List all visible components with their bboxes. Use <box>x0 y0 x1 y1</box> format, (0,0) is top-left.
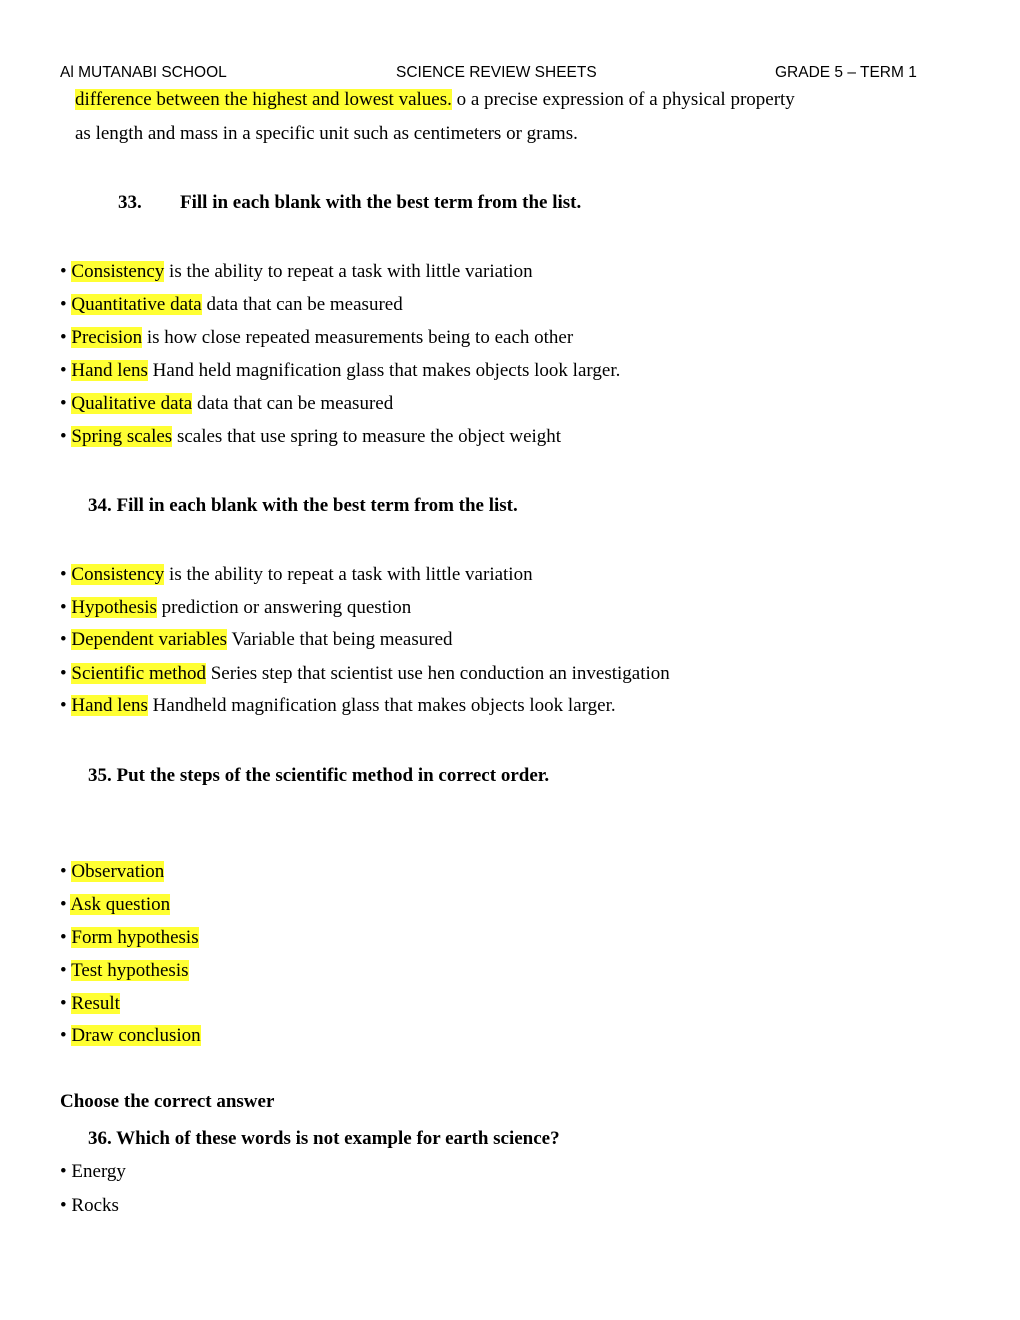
sheet-title: SCIENCE REVIEW SHEETS <box>396 64 597 81</box>
answer-term: Hand lens <box>71 360 148 381</box>
bullet: • <box>60 927 67 948</box>
intro-rest: o a precise expression of a physical property <box>451 89 795 110</box>
list-item <box>60 392 393 416</box>
list-item <box>60 662 670 686</box>
list-item <box>60 260 533 284</box>
term-definition: data that can be measured <box>192 393 394 414</box>
option-text: Energy <box>71 1161 126 1182</box>
bullet: • <box>60 663 67 684</box>
question-34: 34. Fill in each blank with the best term from the list. <box>88 495 518 516</box>
term-definition: data that can be measured <box>201 294 403 315</box>
question-36: 36. Which of these words is not example for earth science? <box>88 1128 560 1149</box>
method-step: Result <box>71 993 120 1014</box>
list-item <box>60 326 573 350</box>
list-item <box>60 694 616 718</box>
answer-term: Spring scales <box>71 426 173 447</box>
answer-term: Qualitative data <box>71 393 193 414</box>
list-item <box>60 628 453 652</box>
list-item <box>60 293 403 317</box>
answer-option <box>60 1194 119 1218</box>
term-definition: Variable that being measured <box>227 629 453 650</box>
list-item <box>60 425 561 449</box>
term-definition: Hand held magnification glass that makes objects look larger. <box>147 360 621 381</box>
bullet: • <box>60 1195 67 1216</box>
school-name: Al MUTANABI SCHOOL <box>60 64 227 81</box>
term-definition: is how close repeated measurements being to each other <box>142 327 574 348</box>
bullet: • <box>60 960 67 981</box>
bullet: • <box>60 993 67 1014</box>
question-33-text: Fill in each blank with the best term from the list. <box>180 192 582 213</box>
bullet: • <box>60 1025 67 1046</box>
method-step: Test hypothesis <box>71 960 189 981</box>
list-item <box>60 860 164 884</box>
answer-term: Dependent variables <box>71 629 228 650</box>
answer-term: Quantitative data <box>71 294 202 315</box>
list-item <box>60 596 411 620</box>
question-35: 35. Put the steps of the scientific method in correct order. <box>88 765 550 786</box>
list-item <box>60 893 170 917</box>
term-definition: is the ability to repeat a task with little variation <box>164 564 533 585</box>
method-step: Form hypothesis <box>71 927 199 948</box>
bullet: • <box>60 597 67 618</box>
answer-term: Scientific method <box>71 663 206 684</box>
answer-term: Precision <box>71 327 143 348</box>
bullet: • <box>60 426 67 447</box>
bullet: • <box>60 294 67 315</box>
bullet: • <box>60 327 67 348</box>
term-definition: prediction or answering question <box>156 597 412 618</box>
term-definition: is the ability to repeat a task with little variation <box>164 261 533 282</box>
term-definition: Series step that scientist use hen conduction an investigation <box>205 663 670 684</box>
term-definition: Handheld magnification glass that makes objects look larger. <box>147 695 616 716</box>
term-definition: scales that use spring to measure the object weight <box>172 426 562 447</box>
bullet: • <box>60 393 67 414</box>
option-text: Rocks <box>71 1195 119 1216</box>
answer-option <box>60 1160 126 1184</box>
bullet: • <box>60 861 67 882</box>
intro-line-1 <box>75 88 795 112</box>
list-item <box>60 359 620 383</box>
list-item <box>60 992 120 1016</box>
list-item <box>60 1024 201 1048</box>
method-step: Draw conclusion <box>71 1025 201 1046</box>
list-item <box>60 926 199 950</box>
method-step: Observation <box>71 861 165 882</box>
bullet: • <box>60 261 67 282</box>
bullet: • <box>60 360 67 381</box>
list-item <box>60 959 189 983</box>
answer-term: Hypothesis <box>71 597 157 618</box>
intro-line-2: as length and mass in a specific unit such as centimeters or grams. <box>75 123 578 144</box>
grade-term: GRADE 5 – TERM 1 <box>775 64 917 81</box>
question-33-number: 33. <box>118 192 142 213</box>
bullet: • <box>60 894 67 915</box>
intro-highlight: difference between the highest and lowest values. <box>75 89 452 110</box>
question-33 <box>118 191 581 215</box>
section-heading: Choose the correct answer <box>60 1091 275 1112</box>
list-item <box>60 563 533 587</box>
answer-term: Hand lens <box>71 695 148 716</box>
bullet: • <box>60 629 67 650</box>
answer-term: Consistency <box>71 564 165 585</box>
answer-term: Consistency <box>71 261 165 282</box>
bullet: • <box>60 695 67 716</box>
bullet: • <box>60 1161 67 1182</box>
method-step: Ask question <box>70 894 171 915</box>
bullet: • <box>60 564 67 585</box>
